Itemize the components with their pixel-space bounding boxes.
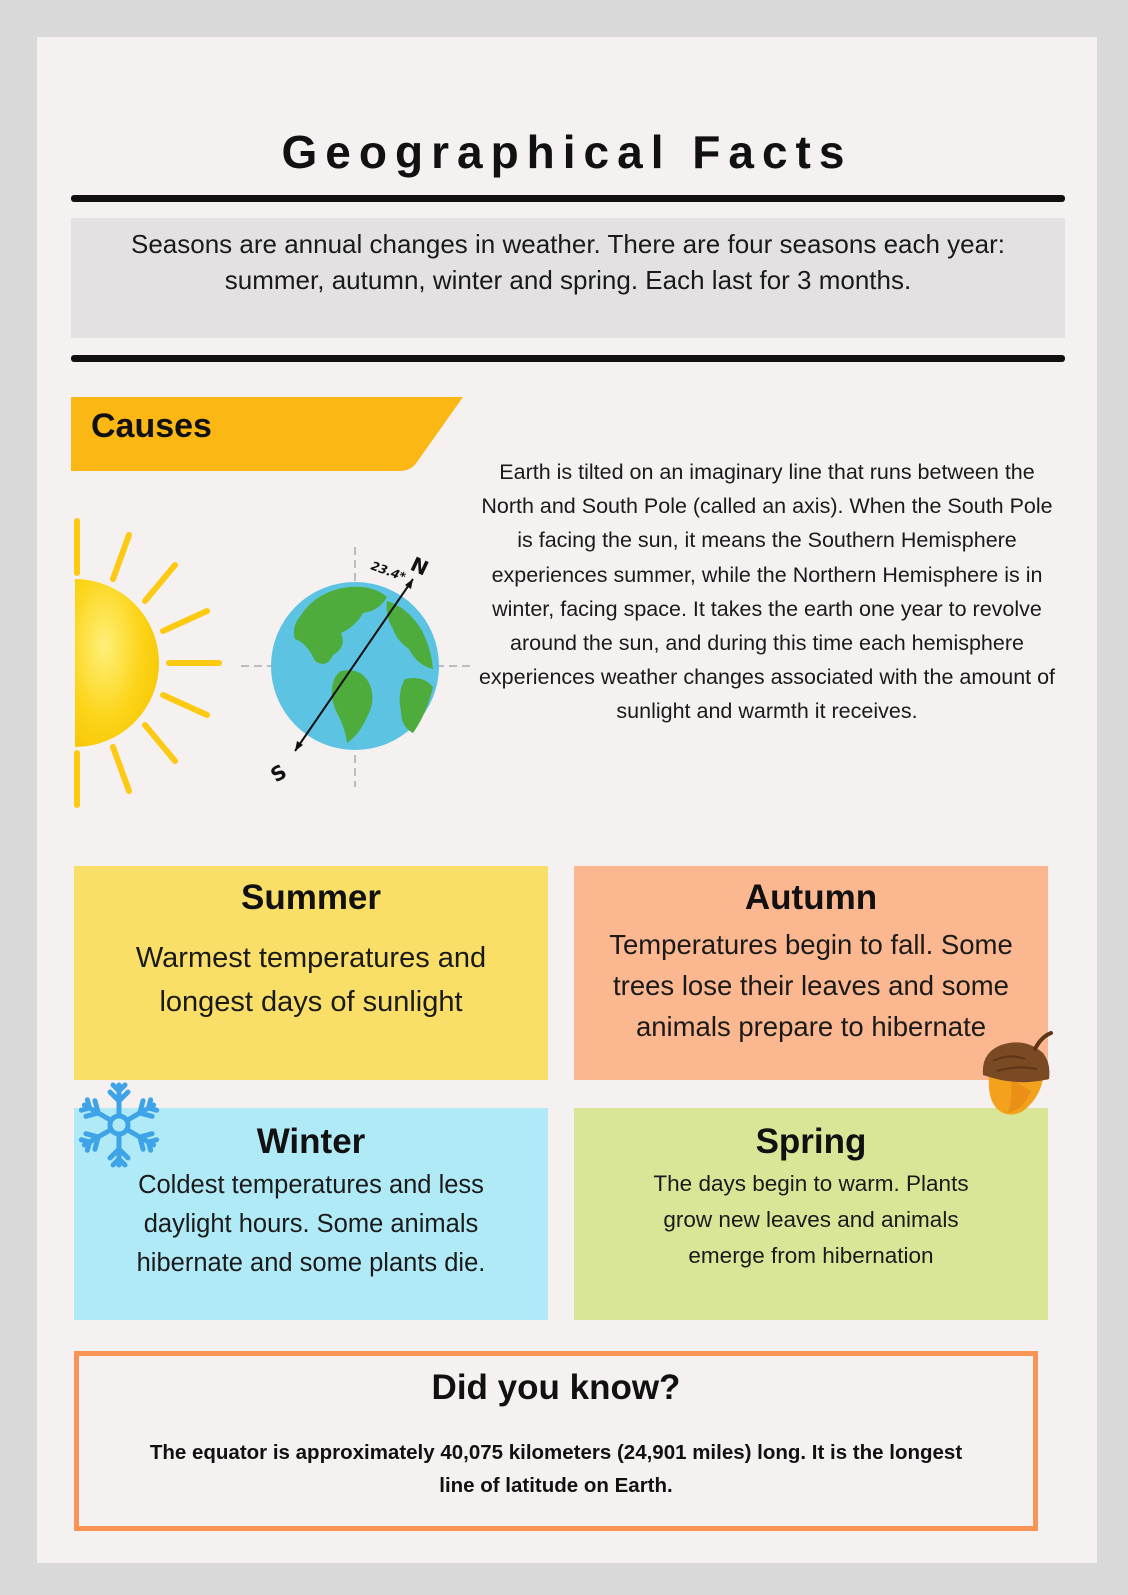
acorn-icon [977,1027,1061,1119]
causes-heading: Causes [91,407,212,445]
top-divider [71,195,1065,202]
intro-text: Seasons are annual changes in weather. There are four seasons each year: summer, autumn, winter and spring. Each last for 3 months. [131,229,1005,295]
spring-title: Spring [755,1122,867,1161]
causes-text: Earth is tilted on an imaginary line that runs between the North and South Pole (called an axis). When the South Pole is facing the sun, it means the Southern Hemisphere experiences summer, while the Northern Hemisphere is in winter, facing space. It takes the earth one year to revolve around the sun, and during this time each hemisphere experiences weather changes associated with the amount of sunlight and warmth it receives. [478,460,1056,724]
globe-icon [237,537,477,797]
globe-south-label: S [266,759,291,788]
summer-title: Summer [240,878,382,917]
second-divider [71,355,1065,362]
did-you-know-text: The equator is approximately 40,075 kilometers (24,901 miles) long. It is the longest line of latitude on Earth. [149,1441,963,1497]
summer-text: Warmest temperatures and longest days of sunlight [135,942,487,1018]
autumn-text: Temperatures begin to fall. Some trees lose their leaves and some animals prepare to hibernate [609,929,1013,1042]
sun-icon [37,515,237,811]
infographic-page [37,37,1097,1563]
spring-text: The days begin to warm. Plants grow new leaves and animals emerge from hibernation [653,1171,969,1268]
globe-tilt-label: 23.4* [368,558,408,585]
snowflake-icon [75,1081,163,1169]
spring-card [574,1108,1048,1320]
did-you-know-heading: Did you know? [431,1368,681,1407]
autumn-title: Autumn [744,878,878,917]
winter-text: Coldest temperatures and less daylight hours. Some animals hibernate and some plants die. [136,1171,486,1277]
winter-title: Winter [256,1122,366,1161]
summer-card [74,866,548,1080]
did-you-know-box [74,1351,1038,1531]
globe-north-label: N [406,551,433,581]
intro-box [71,218,1065,338]
page-title: Geographical Facts [281,126,853,178]
